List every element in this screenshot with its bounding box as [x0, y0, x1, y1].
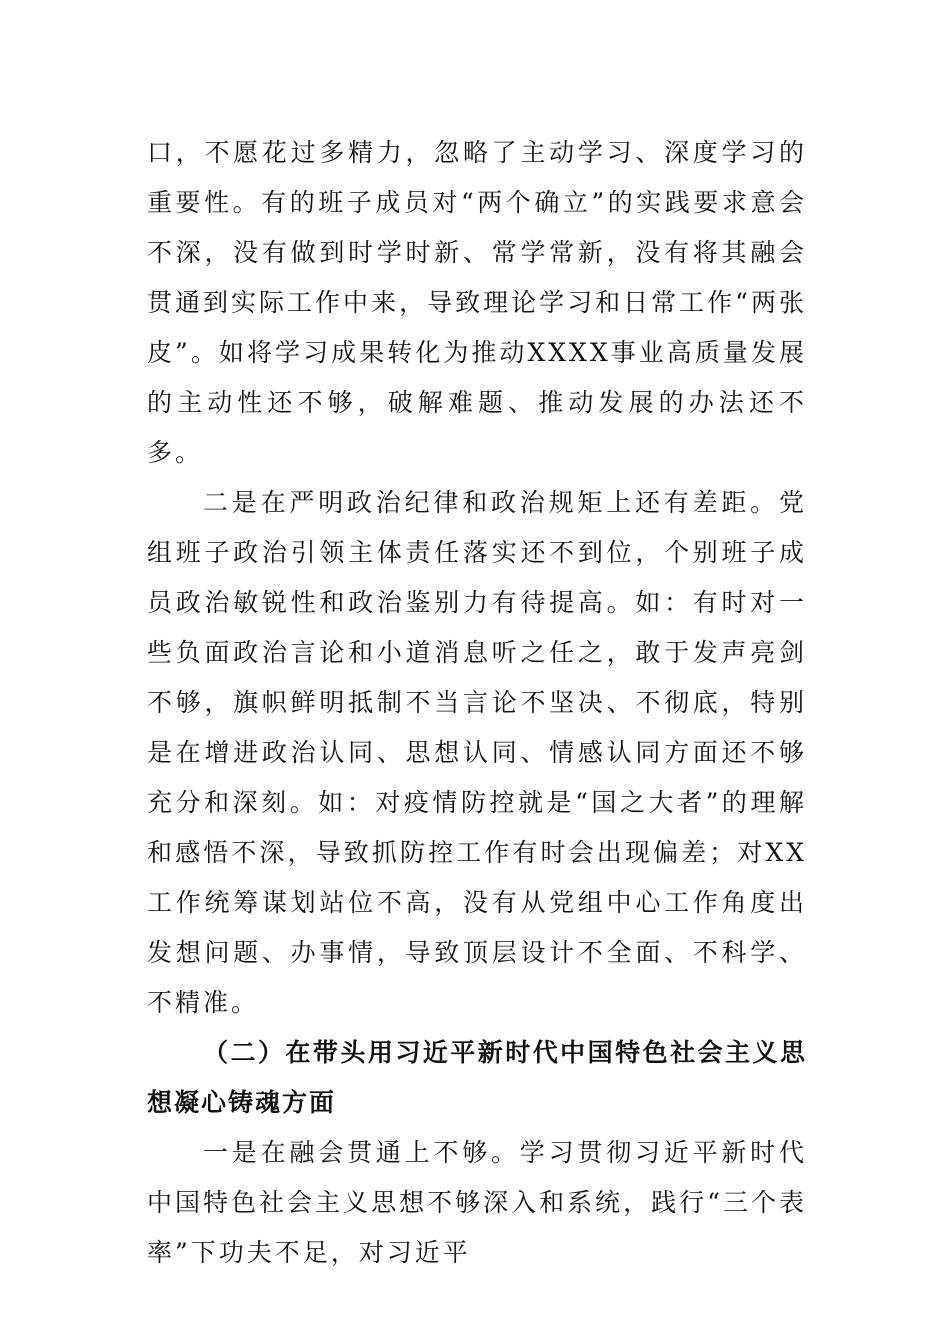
paragraph-integration: 一是在融会贯通上不够。学习贯彻习近平新时代中国特色社会主义思想不够深入和系统，践行“三个表率”下功夫不足，对习近平 [147, 1138, 807, 1267]
section-heading-2: （二）在带头用习近平新时代中国特色社会主义思想凝心铸魂方面 [147, 1038, 807, 1117]
document-body [147, 128, 807, 1278]
paragraph-continuation: 口，不愿花过多精力，忽略了主动学习、深度学习的重要性。有的班子成员对“两个确立”的实践要求意会不深，没有做到时学时新、常学常新，没有将其融会贯通到实际工作中来，导致理论学习和日常工作“两张皮”。如将学习成果转化为推动XXXX事业高质量发展的主动性还不够，破解难题、推动发展的办法还不多。 [147, 138, 807, 467]
paragraph-political-discipline: 二是在严明政治纪律和政治规矩上还有差距。党组班子政治引领主体责任落实还不到位，个别班子成员政治敏锐性和政治鉴别力有待提高。如：有时对一些负面政治言论和小道消息听之任之，敢于发声亮剑不够，旗帜鲜明抵制不当言论不坚决、不彻底，特别是在增进政治认同、思想认同、情感认同方面还不够充分和深刻。如：对疫情防控就是“国之大者”的理解和感悟不深，导致抓防控工作有时会出现偏差；对XX工作统筹谋划站位不高，没有从党组中心工作角度出发想问题、办事情，导致顶层设计不全面、不科学、不精准。 [147, 488, 807, 1017]
